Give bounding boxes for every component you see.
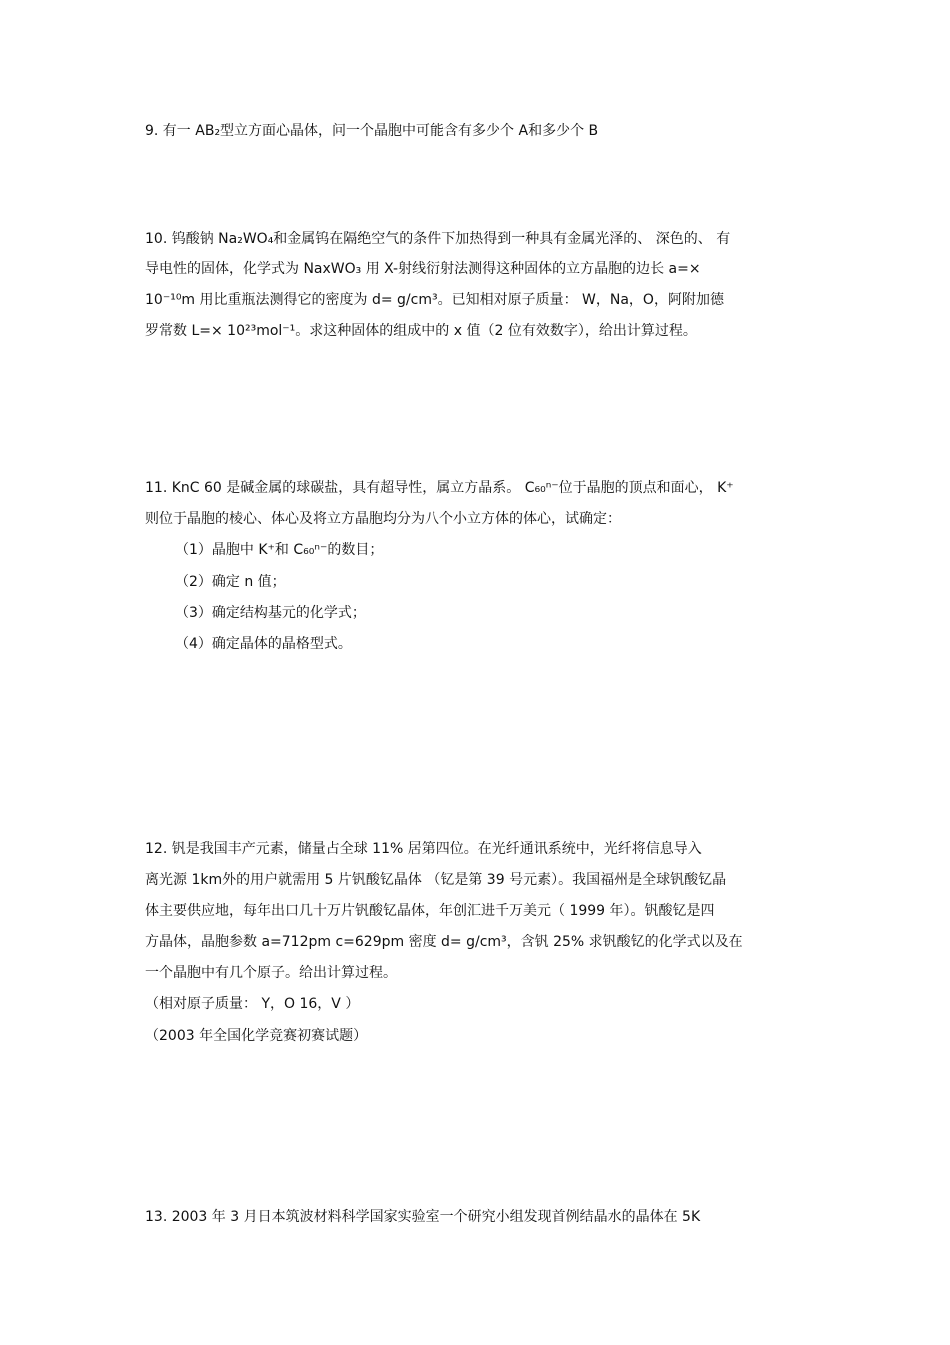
question-11-item-3: （3）确定结构基元的化学式； xyxy=(175,605,366,621)
question-10-line-1: 10. 钨酸钠 Na₂WO₄和金属钨在隔绝空气的条件下加热得到一种具有金属光泽的、 深色的、 有 xyxy=(145,231,731,247)
question-12-line-4: 方晶体，晶胞参数 a=712pm c=629pm 密度 d= g/cm³，含钒 25% 求钒酸钇的化学式以及在 xyxy=(145,934,743,950)
question-12-line-5: 一个晶胞中有几个原子。给出计算过程。 xyxy=(145,965,397,981)
question-12-source: （2003 年全国化学竞赛初赛试题） xyxy=(145,1028,368,1044)
question-11-item-2: （2）确定 n 值； xyxy=(175,574,286,590)
question-10-line-3: 10⁻¹⁰m 用比重瓶法测得它的密度为 d= g/cm³。已知相对原子质量： W，Na，O，阿附加德 xyxy=(145,292,724,308)
question-12-line-3: 体主要供应地，每年出口几十万片钒酸钇晶体，年创汇进千万美元（ 1999 年）。钒酸钇是四 xyxy=(145,903,715,919)
question-11-item-4: （4）确定晶体的晶格型式。 xyxy=(175,636,352,652)
question-11-line-1: 11. KnC 60 是碱金属的球碳盐，具有超导性，属立方晶系。 C₆₀ⁿ⁻位于晶胞的顶点和面心， K⁺ xyxy=(145,480,734,496)
question-11-line-2: 则位于晶胞的棱心、体心及将立方晶胞均分为八个小立方体的体心，试确定： xyxy=(145,511,621,527)
question-9-line-1: 9. 有一 AB₂型立方面心晶体，问一个晶胞中可能含有多少个 A和多少个 B xyxy=(145,123,599,139)
question-13-line-1: 13. 2003 年 3 月日本筑波材料科学国家实验室一个研究小组发现首例结晶水的晶体在 5K xyxy=(145,1209,701,1225)
question-12-atomic-masses: （相对原子质量： Y，O 16，V ） xyxy=(145,996,360,1012)
question-11-item-1: （1）晶胞中 K⁺和 C₆₀ⁿ⁻的数目； xyxy=(175,542,384,558)
question-10-line-2: 导电性的固体，化学式为 NaxWO₃ 用 X-射线衍射法测得这种固体的立方晶胞的边长 a=× xyxy=(145,261,701,277)
question-12-line-2: 离光源 1km外的用户就需用 5 片钒酸钇晶体 （钇是第 39 号元素）。我国福州是全球钒酸钇晶 xyxy=(145,872,727,888)
question-12-line-1: 12. 钒是我国丰产元素，储量占全球 11% 居第四位。在光纤通讯系统中，光纤将信息导入 xyxy=(145,841,702,857)
question-10-line-4: 罗常数 L=× 10²³mol⁻¹。求这种固体的组成中的 x 值（2 位有效数字），给出计算过程。 xyxy=(145,323,697,339)
